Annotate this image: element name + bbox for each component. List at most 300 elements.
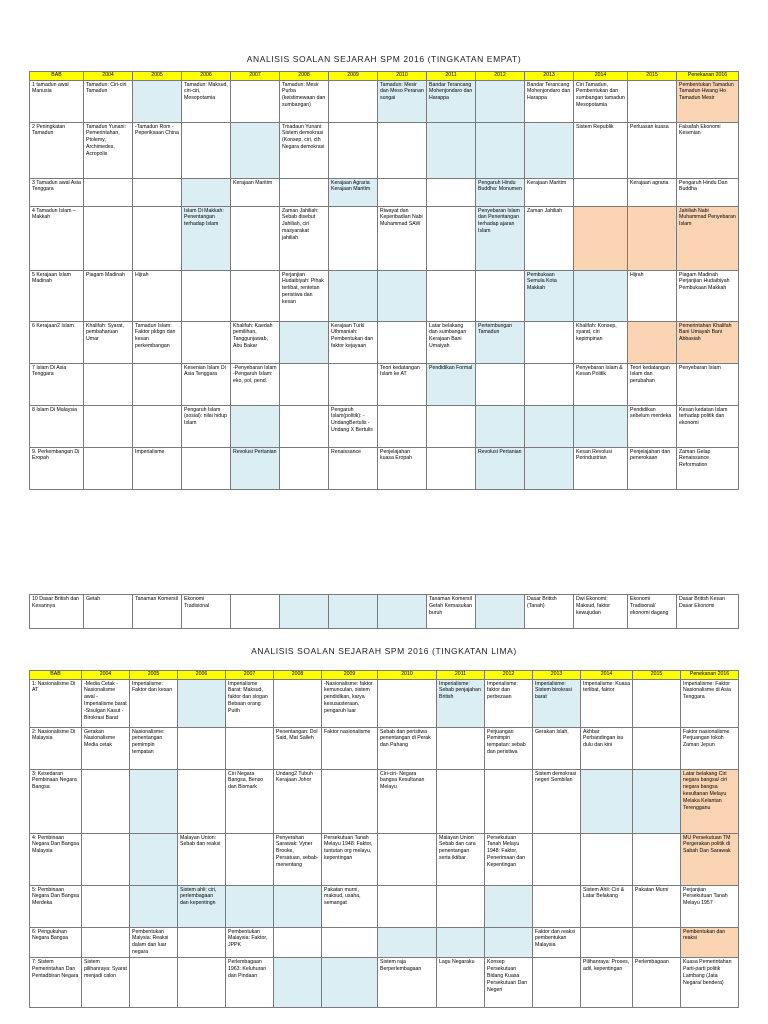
table-cell — [133, 80, 182, 122]
table-cell — [84, 122, 133, 178]
table-cell — [329, 206, 378, 270]
table-cell — [82, 769, 130, 833]
column-header-2009: 2009 — [322, 671, 378, 680]
tingkatan-lima-row-1 — [30, 679, 739, 727]
table-cell — [226, 769, 274, 833]
chapter-cell — [30, 833, 82, 885]
cell-text: Sistem raja Berperlembagaan — [380, 959, 422, 973]
table-cell — [378, 321, 427, 363]
chapter-cell — [30, 206, 84, 270]
table-cell — [581, 885, 633, 927]
table-cell — [533, 769, 581, 833]
table-cell — [574, 270, 628, 321]
table-cell — [133, 206, 182, 270]
cell-text: Sistem ahli: ciri, perlembagaan dan kepentingn — [180, 886, 217, 907]
cell-text: 4 Tamadun Islam –Makkah — [32, 207, 76, 221]
table-cell — [329, 178, 378, 206]
table-cell — [130, 927, 178, 958]
table-cell — [226, 885, 274, 927]
table-cell — [280, 122, 329, 178]
cell-text: Ciri Negara Bangsa, Benso dan Bismark — [228, 770, 264, 791]
table-cell — [378, 727, 437, 769]
cell-text: Pendidikan sebelum merdeka — [630, 406, 672, 420]
table-cell — [82, 833, 130, 885]
cell-text: 8 Islam Di Malaysia — [32, 406, 77, 413]
column-header-2005: 2005 — [133, 72, 182, 81]
tingkatan-lima-row-5 — [30, 885, 739, 927]
cell-text: Sistem Ahli: Ciri & Latar Belakang — [583, 886, 625, 900]
column-header-2011: 2011 — [427, 72, 476, 81]
cell-text: -Media Cetak -Nasionalisme awal -Imperialisme barat -Sisulgan Kasut -Birokrasi Barat — [84, 680, 127, 722]
table-cell — [322, 885, 378, 927]
chapter-cell — [30, 363, 84, 405]
table-cell — [628, 321, 677, 363]
table-cell — [681, 927, 739, 958]
table-cell — [274, 833, 322, 885]
chapter-cell — [30, 727, 82, 769]
cell-text: Kerajaan agraria — [630, 179, 669, 186]
table-cell — [574, 595, 628, 629]
cell-text: Faktor dan reaksi pembentukan Malaysia — [535, 928, 576, 949]
table-cell — [178, 727, 226, 769]
table-cell — [274, 679, 322, 727]
table-cell — [133, 122, 182, 178]
table-cell — [133, 447, 182, 489]
cell-text: MU Persekutuan TM Pergerakan politik di Sabah Dan Sarawak — [683, 834, 731, 855]
table-cell — [322, 833, 378, 885]
cell-text: 10 Dasar British dan Kesannya — [32, 596, 79, 609]
table-cell — [231, 447, 280, 489]
table-cell — [677, 595, 739, 629]
table-cell — [476, 178, 525, 206]
table-cell — [84, 206, 133, 270]
table-cell — [178, 833, 226, 885]
table-cell — [133, 321, 182, 363]
chapter-cell — [30, 270, 84, 321]
chapter-cell — [30, 927, 82, 958]
table-cell — [231, 363, 280, 405]
cell-text: Dasar British (Tanah) — [527, 596, 557, 609]
column-header-2006: 2006 — [182, 72, 231, 81]
table-cell — [82, 927, 130, 958]
column-header-2014: 2014 — [574, 72, 628, 81]
cell-text: 5 Kerajaan Islam Madinah — [32, 271, 71, 285]
cell-text: Tmadaun Yunani: Sistem demokrasi (Konsep, ciri, cth Negara demokrasi — [282, 123, 325, 151]
table-cell — [427, 595, 476, 629]
table-cell — [628, 595, 677, 629]
table-cell — [677, 80, 739, 122]
cell-text: Tamadun Islam: Faktor pkbgn dan kesan perkembangan — [135, 322, 176, 350]
cell-text: Perjanjian Hudaibiyah: Pihak terlibat, rentetan peristiwa dan kesan — [282, 271, 324, 306]
table-header-row — [30, 671, 739, 680]
column-header-2015: 2015 — [633, 671, 681, 680]
cell-text: Imperialisme: Sistem birokrasi barat — [535, 680, 572, 701]
table-cell — [84, 321, 133, 363]
cell-text: Ciri-ciri- Negara bangsa Kesultanan Melayu — [380, 770, 425, 791]
table-cell — [427, 363, 476, 405]
table-cell — [485, 727, 533, 769]
table-cell — [581, 958, 633, 1008]
column-header-2007: 2007 — [226, 671, 274, 680]
cell-text: Penentangan: Dol Said, Mat Salleh — [276, 728, 318, 742]
tingkatan-lima-row-3 — [30, 769, 739, 833]
table-cell — [574, 321, 628, 363]
cell-text: Pakatan murni, maksud, usaha, semangat — [324, 886, 361, 907]
table-cell — [437, 679, 485, 727]
table-cell — [581, 927, 633, 958]
table-cell — [378, 80, 427, 122]
table-cell — [280, 321, 329, 363]
tingkatan-empat-row-7 — [30, 363, 739, 405]
table-cell — [231, 80, 280, 122]
column-header-2015: 2015 — [628, 72, 677, 81]
cell-text: 6 Kerajaan2 Islam — [32, 322, 74, 329]
table-cell — [329, 447, 378, 489]
table-cell — [533, 679, 581, 727]
table-cell — [525, 178, 574, 206]
cell-text: Imperialisme: Kuasa terlibat, faktor — [583, 680, 630, 694]
table-cell — [182, 122, 231, 178]
tingkatan-empat-row-2 — [30, 122, 739, 178]
tingkatan-lima-row-4 — [30, 833, 739, 885]
cell-text: Riwayat dan Keperibadian Nabi Muhammad SAW — [380, 207, 423, 228]
chapter-cell — [30, 958, 82, 1008]
table-cell — [628, 122, 677, 178]
cell-text: Imperialisme: faktor dan perbezaan — [487, 680, 518, 701]
cell-text: Piagam Madinah — [86, 271, 125, 278]
table-cell — [485, 833, 533, 885]
table-cell — [427, 405, 476, 447]
cell-text: Zaman Jahiliah — [527, 207, 563, 214]
table-cell — [581, 833, 633, 885]
table-cell — [130, 833, 178, 885]
table-cell — [226, 727, 274, 769]
cell-text: Pengaruh Hindu Buddha: Monumen — [478, 179, 522, 193]
table-cell — [130, 727, 178, 769]
table-cell — [226, 927, 274, 958]
table-cell — [525, 321, 574, 363]
cell-text: Ciri Tamadun, Pembentukan dan sumbangan tamadun Mesopotamia — [576, 81, 625, 109]
table-cell — [633, 833, 681, 885]
tingkatan-empat-row-3 — [30, 178, 739, 206]
cell-text: Getah — [86, 596, 101, 602]
table-cell — [437, 927, 485, 958]
cell-text: Tamadun Yunani: Pemerintahan, Ptolemy, Archimedes, Acropolis — [86, 123, 126, 158]
cell-text: Hijrah — [630, 271, 644, 278]
table-cell — [322, 927, 378, 958]
table-cell — [130, 679, 178, 727]
cell-text: Penjelajahan kuasa Eropah — [380, 448, 413, 462]
table-cell — [274, 727, 322, 769]
table-cell — [378, 122, 427, 178]
table-cell — [378, 833, 437, 885]
cell-text: Pembentukan dan reaksi — [683, 928, 726, 942]
table-cell — [182, 595, 231, 629]
cell-text: Ekonomi Tradisional — [184, 596, 210, 609]
table-cell — [628, 405, 677, 447]
table-cell — [322, 958, 378, 1008]
table-cell — [182, 363, 231, 405]
table-cell — [628, 80, 677, 122]
table-cell — [681, 833, 739, 885]
cell-text: Imperialisme: Faktor dan kesan — [132, 680, 173, 694]
table-cell — [130, 958, 178, 1008]
table-cell — [378, 595, 427, 629]
cell-text: Perjuangan Pemimpin tempatan: sebab dan peristiwa — [487, 728, 526, 756]
table-cell — [322, 679, 378, 727]
cell-text: Pilihanraya: Proses, adil, kepentingan — [583, 959, 630, 973]
column-header-2010: 2010 — [378, 72, 427, 81]
cell-text: Imperialisme: Sebab penjajahan British — [439, 680, 481, 701]
cell-text: Piagam Madinah Perjanjian Hudaibiyah Pembukaan Makkah — [679, 271, 730, 292]
table-cell — [178, 885, 226, 927]
cell-text: Penyebaran Islam & Kesan Politik — [576, 364, 623, 378]
column-header-2013: 2013 — [525, 72, 574, 81]
tingkatan-lima-row-2 — [30, 727, 739, 769]
table-cell — [231, 122, 280, 178]
cell-text: Pemerintahan Khalifah Bani Umayah Bani Abbasiah — [679, 322, 732, 343]
cell-text: Perlembagaan — [635, 959, 669, 966]
table-cell — [677, 405, 739, 447]
cell-text: Kesan kedatan Islam terhadap politik dan ekonomi — [679, 406, 728, 427]
cell-text: Pembentukan Tamadun Tamadun Hwang Ho Tamadun Mesir — [679, 81, 734, 102]
table-cell — [322, 727, 378, 769]
table-cell — [677, 122, 739, 178]
cell-text: -Nasionalisme: faktor kemunculan, sistem pendidikan, karya kesusasteraan, pengaruh luar — [324, 680, 373, 715]
table-cell — [485, 885, 533, 927]
column-header-2007: 2007 — [231, 72, 280, 81]
table-cell — [476, 206, 525, 270]
table-cell — [82, 727, 130, 769]
cell-text: Kerajaan Maritim — [233, 179, 273, 186]
chapter-cell — [30, 80, 84, 122]
table-cell — [274, 927, 322, 958]
table-cell — [677, 447, 739, 489]
table-cell — [677, 178, 739, 206]
table-cell — [574, 363, 628, 405]
table-cell — [633, 769, 681, 833]
table-cell — [681, 679, 739, 727]
tingkatan-lima-row-6 — [30, 927, 739, 958]
cell-text: Bandar Terancang Mohenjondaro dan Harappa — [429, 81, 473, 102]
table-cell — [378, 885, 437, 927]
tingkatan-empat-row-4 — [30, 206, 739, 270]
cell-text: Pembentukan Malaysia: Faktor, JPPK — [228, 928, 268, 949]
cell-text: 1: Nasionalisme Di AT — [32, 680, 76, 694]
table-cell — [633, 679, 681, 727]
cell-text: Undang2 Tubuh Kerajaan Johor — [276, 770, 313, 784]
cell-text: Penyerahan Sarawak: Vyner Brooke, Persatuan, sebab-menentang — [276, 834, 319, 869]
table-cell — [133, 270, 182, 321]
cell-text: Faktor nasionalisme Perjuangan tokoh Zaman Jepun — [683, 728, 730, 749]
table-cell — [280, 363, 329, 405]
table-cell — [378, 679, 437, 727]
table-cell — [182, 270, 231, 321]
cell-text: 2: Nasionalisme Di Malaysia — [32, 728, 76, 742]
table-cell — [628, 270, 677, 321]
table-cell — [84, 405, 133, 447]
table-header-row — [30, 72, 739, 81]
cell-text: Konsep Persekutuan Bidang Kuasa Persekutuan Dan Negeri — [487, 959, 528, 993]
table-cell — [476, 270, 525, 321]
table-cell — [476, 80, 525, 122]
column-header-2008: 2008 — [280, 72, 329, 81]
table-cell — [677, 270, 739, 321]
table-cell — [525, 80, 574, 122]
table-cell — [633, 885, 681, 927]
table-cell — [280, 178, 329, 206]
table-cell — [437, 885, 485, 927]
table-cell — [130, 769, 178, 833]
table-cell — [133, 405, 182, 447]
cell-text: Pembukaan Semula Kota Makkah — [527, 271, 557, 292]
column-header-2012: 2012 — [485, 671, 533, 680]
cell-text: Teori kedatangan Islam ke AT — [380, 364, 420, 378]
cell-text: Sistem demokrasi negeri Sembilan — [535, 770, 577, 784]
cell-text: 4: Pembinaan Negara Dan Bangsa Malaysia — [32, 834, 80, 855]
cell-text: Pendidikan Formal — [429, 364, 473, 371]
table-cell — [329, 405, 378, 447]
cell-text: 1 tamadun awal Manusia — [32, 81, 69, 95]
cell-text: 6: Pengukuhan Negara Bangsa — [32, 928, 69, 942]
table-cell — [182, 178, 231, 206]
cell-text: Latar belakang dan sumbangan Kerajaan Bani Umaiyah — [429, 322, 467, 350]
table-cell — [628, 178, 677, 206]
table-cell — [525, 405, 574, 447]
table-cell — [681, 885, 739, 927]
table-cell — [274, 958, 322, 1008]
table-cell — [485, 679, 533, 727]
table-cell — [574, 80, 628, 122]
cell-text: -Tamadun Rom -Peperiksaan China — [135, 123, 179, 137]
column-header-penekanan-2016: Penekanan 2016 — [677, 72, 739, 81]
table-cell — [322, 769, 378, 833]
tingkatan-empat-row-9 — [30, 447, 739, 489]
table-cell — [437, 769, 485, 833]
table-cell — [329, 270, 378, 321]
cell-text: Perjanjian Persekutuan Tanah Melayu 1957 — [683, 886, 728, 907]
cell-text: Islam Di Makkah: Penentangan terhadap Islam — [184, 207, 224, 228]
cell-text: Renaissance — [331, 448, 361, 455]
table-cell — [178, 679, 226, 727]
column-header-2004: 2004 — [84, 72, 133, 81]
table-cell — [133, 363, 182, 405]
table-cell — [681, 769, 739, 833]
cell-text: Sistem Republik — [576, 123, 614, 130]
cell-text: Penjelajahan dan penerokaan — [630, 448, 671, 462]
table-cell — [231, 595, 280, 629]
table-cell — [533, 927, 581, 958]
table-cell — [633, 927, 681, 958]
cell-text: Revolusi Pertanian — [233, 448, 277, 455]
cell-text: Jahiliah Nabi Muhammad Penyebaran Islam — [679, 207, 736, 228]
table-cell — [378, 447, 427, 489]
column-header-2004: 2004 — [82, 671, 130, 680]
table-cell — [329, 80, 378, 122]
column-header-2008: 2008 — [274, 671, 322, 680]
cell-text: Falsafah Ekonomi Kesenian — [679, 123, 721, 137]
cell-text: Pakatan Murni — [635, 886, 669, 893]
table-cell — [476, 595, 525, 629]
cell-text: Revolusi Pertanian — [478, 448, 522, 455]
table-cell — [378, 958, 437, 1008]
cell-text: Lagu Negaraku — [439, 959, 475, 966]
cell-text: Perluasan kuasa — [630, 123, 669, 130]
cell-text: Dasar British Kesan Dasar Ekonomi — [679, 596, 725, 609]
table-cell — [231, 405, 280, 447]
table-cell — [581, 679, 633, 727]
table-cell — [476, 321, 525, 363]
tingkatan-empat-bab10-row-1 — [30, 595, 739, 629]
cell-text: 5: Pembinaan Negara Dan Bangsa Merdeka — [32, 886, 80, 907]
cell-text: Khalifah: Syarat, pembaharuan Umar — [86, 322, 125, 343]
table-cell — [280, 206, 329, 270]
cell-text: 9. Perkembangan Di Eropah — [32, 448, 80, 462]
table-cell — [84, 363, 133, 405]
table-cell — [628, 363, 677, 405]
cell-text: Pengaruh Hindu Dan Buddha — [679, 179, 728, 193]
cell-text: Gerakan Nasionalisme Media cetak — [84, 728, 116, 749]
column-header-2006: 2006 — [178, 671, 226, 680]
table-cell — [84, 178, 133, 206]
cell-text: Akhbar Perbandingan isu dulu dan kini — [583, 728, 624, 749]
cell-text: Latar belakang Ciri negara bangsa/ ciri negara bangsa kesultanan Melayu Melaka Kelantan Terengganu — [683, 770, 728, 812]
table-cell — [274, 885, 322, 927]
table-cell — [437, 727, 485, 769]
table-cell — [231, 321, 280, 363]
table-cell — [378, 178, 427, 206]
cell-text: Malayan Union Sebab dan cara penentangan serta iktibar — [439, 834, 476, 862]
cell-text: Khalifah: Konsep, syarat, ciri kepimpinan — [576, 322, 617, 343]
column-header-bab: BAB — [30, 671, 82, 680]
analysis-table-tingkatan-empat-continued — [29, 594, 739, 629]
tingkatan-empat-row-1 — [30, 80, 739, 122]
table-cell — [525, 363, 574, 405]
table-cell — [84, 447, 133, 489]
tingkatan-empat-row-5 — [30, 270, 739, 321]
chapter-cell — [30, 405, 84, 447]
table-cell — [677, 363, 739, 405]
chapter-cell — [30, 885, 82, 927]
table-cell — [427, 270, 476, 321]
table-cell — [437, 958, 485, 1008]
table-cell — [133, 595, 182, 629]
table-cell — [574, 447, 628, 489]
analysis-table-tingkatan-empat — [29, 71, 739, 490]
table-cell — [476, 405, 525, 447]
table-cell — [182, 405, 231, 447]
cell-text: Pengaruh Islam(politik): -UndangBertulis -Undang X Bertulis — [331, 406, 373, 434]
chapter-cell — [30, 122, 84, 178]
table-cell — [533, 727, 581, 769]
tingkatan-empat-row-6 — [30, 321, 739, 363]
chapter-cell — [30, 447, 84, 489]
table-cell — [231, 206, 280, 270]
column-header-bab: BAB — [30, 72, 84, 81]
table-cell — [485, 958, 533, 1008]
table-cell — [476, 363, 525, 405]
table-cell — [231, 270, 280, 321]
table-cell — [378, 363, 427, 405]
table-cell — [581, 769, 633, 833]
table-cell — [378, 206, 427, 270]
table-cell — [533, 885, 581, 927]
table-cell — [476, 122, 525, 178]
column-header-2012: 2012 — [476, 72, 525, 81]
cell-text: Teori kedatangan Islam dan perubahan — [630, 364, 670, 385]
cell-text: Tamadun: Maksud, ciri-ciri, Mesopotamia — [184, 81, 228, 102]
table-cell — [427, 321, 476, 363]
